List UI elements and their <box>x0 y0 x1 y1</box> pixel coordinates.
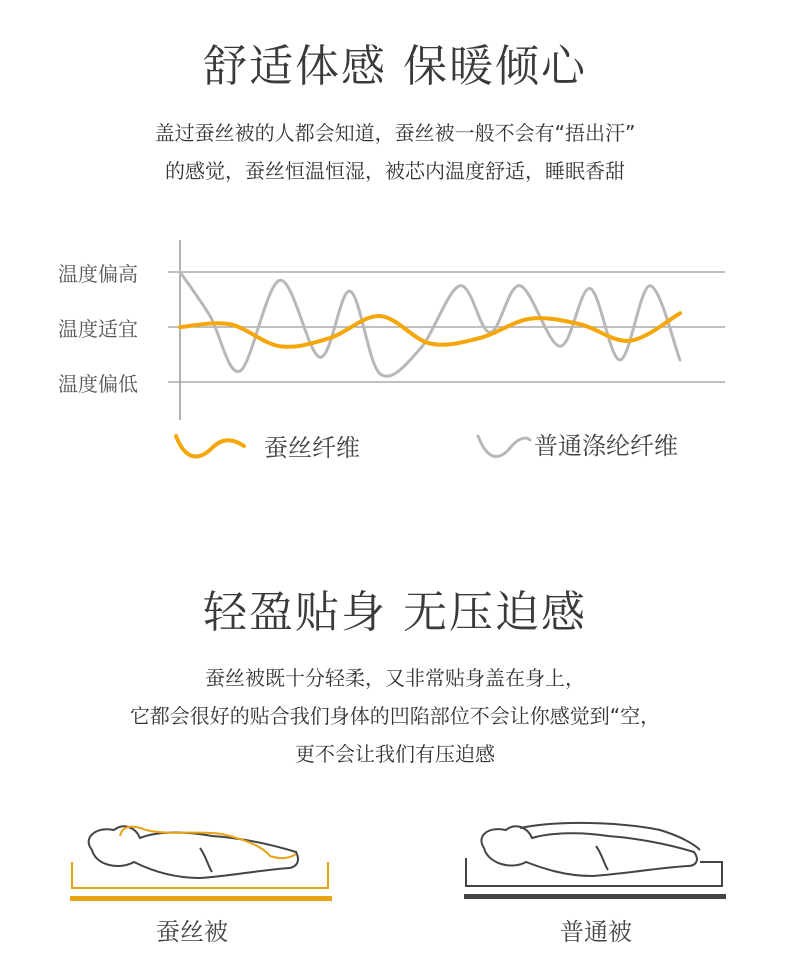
section2-line-3: 更不会让我们有压迫感 <box>295 742 495 766</box>
section2-title: 轻盈贴身 无压迫感 <box>203 587 587 638</box>
legend-silk-label: 蚕丝纤维 <box>264 434 360 462</box>
normal-quilt-label: 普通被 <box>560 918 632 946</box>
normal-body-outline <box>481 826 696 876</box>
silk-bed-base <box>70 896 332 901</box>
section1-title: 舒适体感 保暖倾心 <box>203 41 587 92</box>
section2-line-2: 它都会很好的贴合我们身体的凹陷部位不会让你感觉到“空， <box>129 704 661 728</box>
y-tick-high: 温度偏高 <box>58 262 138 286</box>
normal-bed-base <box>464 894 726 899</box>
normal-quilt-figure <box>464 823 726 899</box>
legend-polyester-label: 普通涤纶纤维 <box>534 432 678 460</box>
normal-mattress <box>466 858 722 886</box>
section2-line-1: 蚕丝被既十分轻柔，又非常贴身盖在身上， <box>205 666 585 690</box>
section1-line-2: 的感觉，蚕丝恒温恒湿，被芯内温度舒适，睡眠香甜 <box>165 159 625 183</box>
section1-line-1: 盖过蚕丝被的人都会知道，蚕丝被一般不会有“捂出汗” <box>154 121 636 145</box>
silk-quilt-label: 蚕丝被 <box>156 918 228 946</box>
y-tick-low: 温度偏低 <box>58 372 138 396</box>
silk-quilt-outline <box>120 827 296 859</box>
normal-body-arm <box>596 846 608 870</box>
silk-body-arm <box>200 848 212 872</box>
silk-quilt-figure <box>70 826 332 901</box>
y-tick-ok: 温度适宜 <box>58 317 138 341</box>
